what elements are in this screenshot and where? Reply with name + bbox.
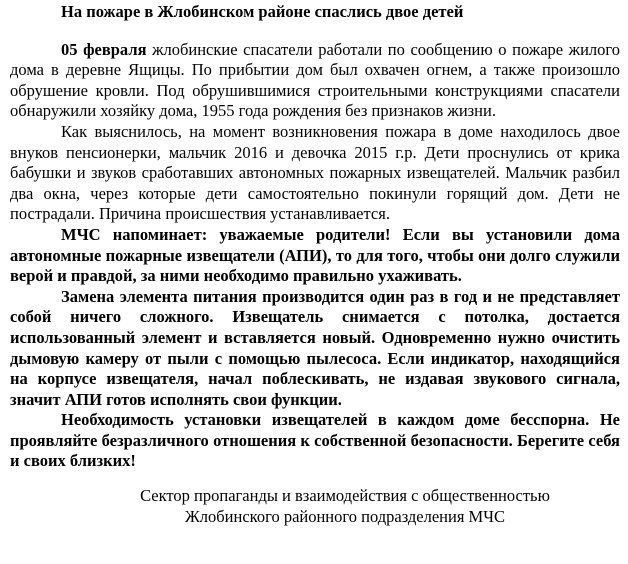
paragraph-1 bbox=[10, 40, 620, 122]
paragraph-1-text: жлобинские спасатели работали по сообщению о пожаре жилого дома в деревне Ящицы. По прибытии дом был охвачен огнем, а также произошло обрушение кровли. Под обрушившимися строительными конструкциями спасатели обнаружили хозяйку дома, 1955 года рождения без признаков жизни. bbox=[10, 39, 621, 121]
paragraph-2: Как выяснилось, на момент возникновения пожара в доме находилось двое внуков пенсионерки, мальчик 2016 и девочка 2015 г.р. Дети проснулись от крика бабушки и звуков сработавших автономных пожарных извещателей. Мальчик разбил два окна, через которые дети самостоятельно покинули горящий дом. Дети не пострадали. Причина происшествия устанавливается. bbox=[10, 121, 620, 224]
signature-line-1: Сектор пропаганды и взаимодействия с общественностью bbox=[140, 486, 550, 506]
paragraph-4-battery: Замена элемента питания производится один раз в год и не представляет собой ничего сложного. Извещатель снимается с потолка, достается использованный элемент и вставляется новый. Одновременно нужно очистить дымовую камеру от пыли с помощью пылесоса. Если индикатор, находящийся на корпусе извещателя, начал поблескивать, не издавая звукового сигнала, значит АПИ готов исполнять свои функции. bbox=[10, 286, 620, 409]
article-title: На пожаре в Жлобинском районе спаслись двое детей bbox=[61, 2, 464, 21]
paragraph-3-reminder: МЧС напоминает: уважаемые родители! Если вы установили дома автономные пожарные извещатели (АПИ), то для того, чтобы они долго служили верой и правдой, за ними необходимо правильно ухаживать. bbox=[10, 224, 620, 286]
signature-block bbox=[10, 486, 620, 527]
article-date: 05 февраля bbox=[61, 39, 147, 59]
paragraph-5-conclusion: Необходимость установки извещателей в каждом доме бесспорна. Не проявляйте безразличного отношения к собственной безопасности. Берегите себя и своих близких! bbox=[10, 410, 620, 471]
signature-line-2: Жлобинского районного подразделения МЧС bbox=[185, 506, 505, 526]
